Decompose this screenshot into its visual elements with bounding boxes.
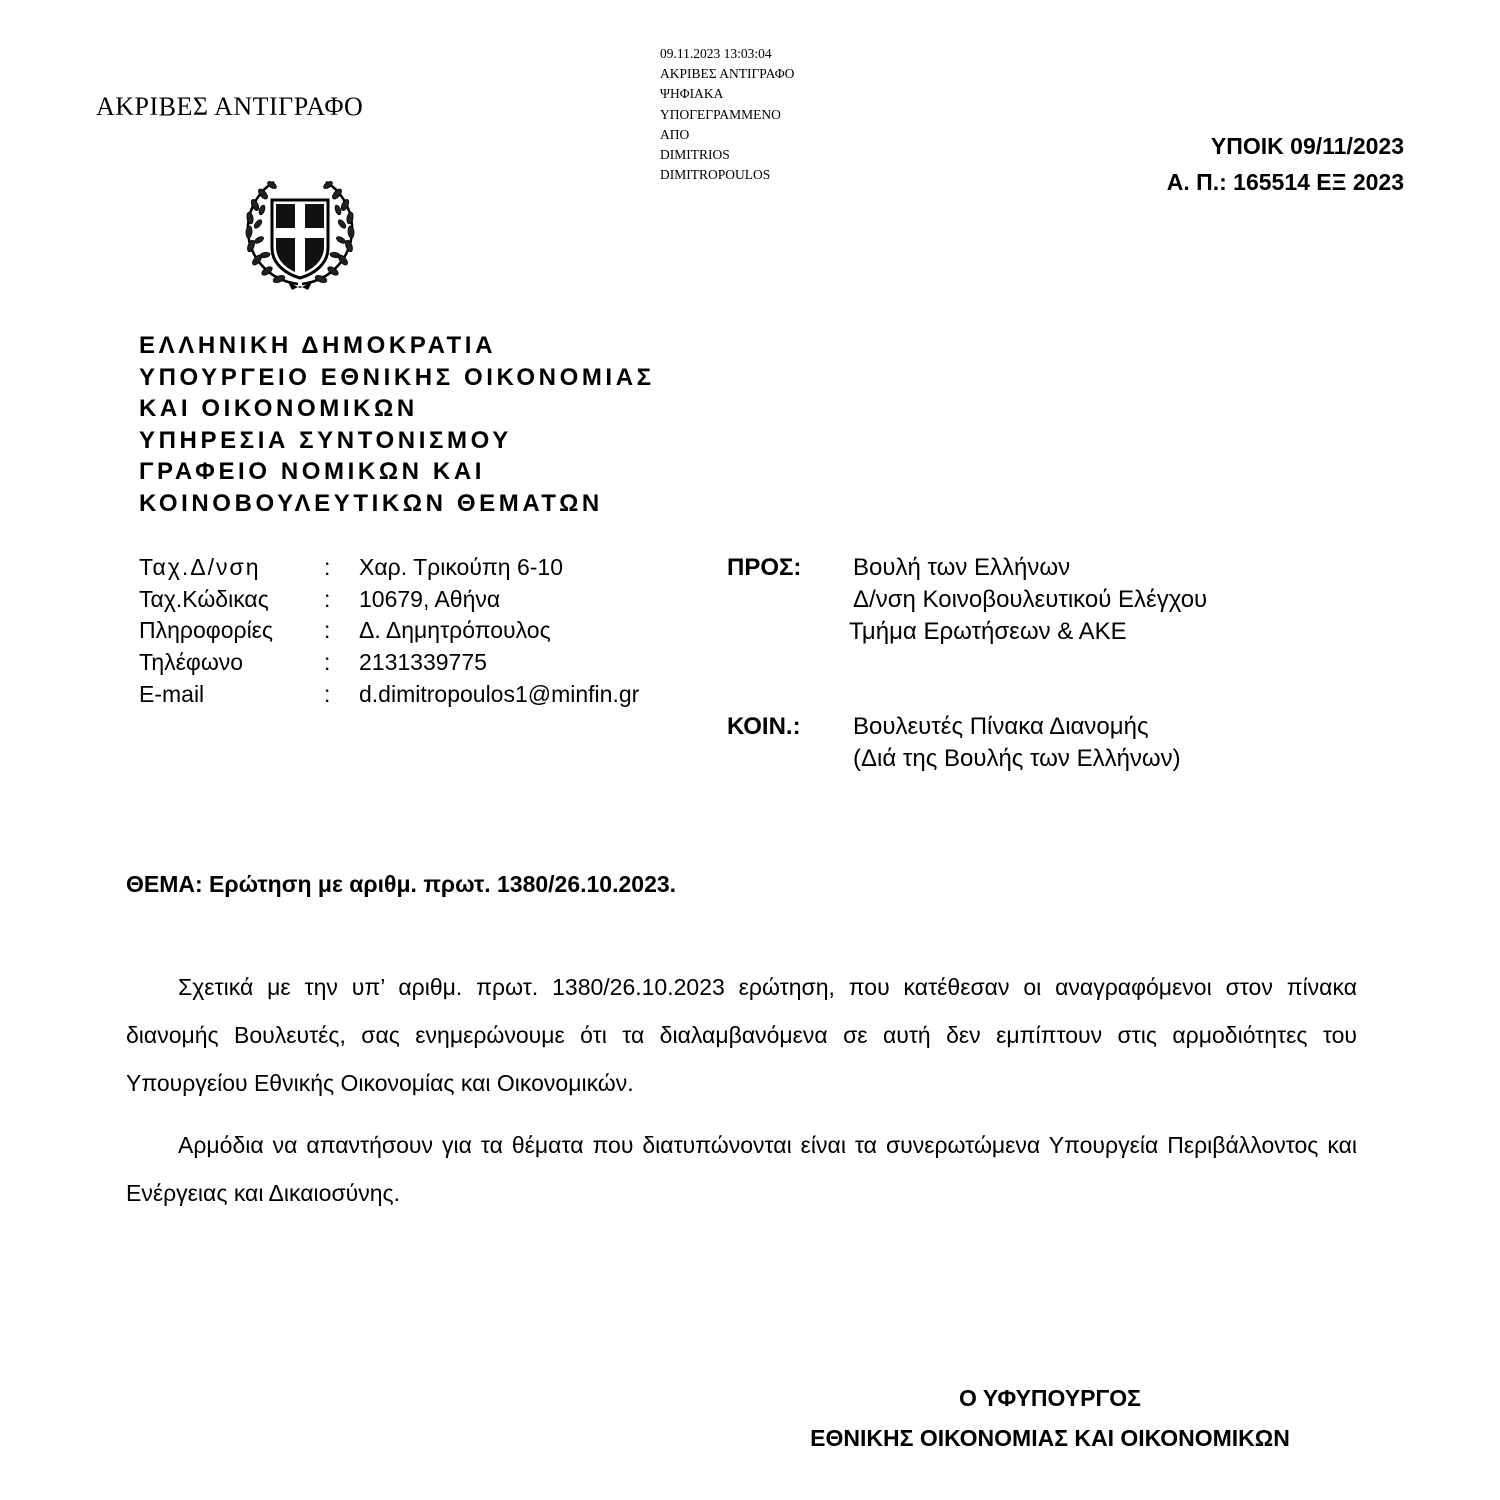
stamp-line: ΨΗΦΙΑΚΑ [660,86,724,102]
ministry-line: ΥΠΗΡΕΣΙΑ ΣΥΝΤΟΝΙΣΜΟΥ [139,426,512,454]
copy-label: ΑΚΡΙΒΕΣ ΑΝΤΙΓΡΑΦΟ [96,92,364,121]
ministry-heading [139,330,655,519]
stamp-signer-last-name: DIMITROPOULOS [660,167,771,183]
contact-value: Χαρ. Τρικούπη 6-10 [359,554,564,580]
ministry-line: ΥΠΟΥΡΓΕΙΟ ΕΘΝΙΚΗΣ ΟΙΚΟΝΟΜΙΑΣ [139,363,655,391]
cc-block [727,711,1181,775]
contact-label: Τηλέφωνο [139,649,244,676]
subject-line: ΘΕΜΑ: Ερώτηση με αριθμ. πρωτ. 1380/26.10.2023. [126,871,677,897]
ministry-line: ΓΡΑΦΕΙΟ ΝΟΜΙΚΩΝ ΚΑΙ [139,458,486,485]
contact-separator: : [324,680,331,707]
ministry-line: ΚΟΙΝΟΒΟΥΛΕΥΤΙΚΩΝ ΘΕΜΑΤΩΝ [139,489,603,517]
stamp-signer-first-name: DIMITRIOS [660,147,730,163]
contact-value: 2131339775 [359,649,487,676]
to-block [727,552,1208,648]
contact-value: 10679, Αθήνα [359,585,501,612]
letter-body [126,963,1357,1231]
document-references [1167,128,1404,200]
contact-separator: : [324,585,331,612]
body-paragraph: Αρμόδια να απαντήσουν για τα θέματα που διατυπώνονται είναι τα συνερωτώμενα Υπουργεία Περιβάλλοντος και Ενέργειας και Δικαιοσύνης. [126,1132,1357,1206]
stamp-line: ΥΠΟΓΕΓΡΑΜΜΕΝΟ [660,106,781,122]
to-line: Βουλή των Ελλήνων [853,554,1071,581]
contact-separator: : [324,649,331,676]
ministry-line: ΕΛΛΗΝΙΚΗ ΔΗΜΟΚΡΑΤΙΑ [139,332,496,359]
reference-date: ΥΠΟΙΚ 09/11/2023 [1210,133,1404,159]
to-line: Δ/νση Κοινοβουλευτικού Ελέγχου [853,586,1208,613]
recipients [727,552,1208,775]
contact-separator: : [324,554,331,580]
ministry-line: ΚΑΙ ΟΙΚΟΝΟΜΙΚΩΝ [139,395,418,422]
greek-coat-of-arms-icon [238,176,362,292]
contact-label: Πληροφορίες [139,617,274,644]
contact-value: Δ. Δημητρόπουλος [359,617,551,644]
stamp-line: ΑΠΟ [660,126,690,142]
cc-line: (Διά της Βουλής των Ελλήνων) [853,745,1181,772]
cc-label: ΚΟΙΝ.: [727,713,801,740]
signatory-department: ΕΘΝΙΚΗΣ ΟΙΚΟΝΟΜΙΑΣ ΚΑΙ ΟΙΚΟΝΟΜΙΚΩΝ [810,1425,1290,1451]
stamp-timestamp: 09.11.2023 13:03:04 [660,46,772,61]
signature-block [740,1378,1360,1458]
contact-label: Ταχ.Κώδικας [139,585,269,612]
cc-line: Βουλευτές Πίνακα Διανομής [853,713,1149,740]
contact-separator: : [324,617,331,644]
contact-label: E-mail [139,680,205,707]
stamp-line: ΑΚΡΙΒΕΣ ΑΝΤΙΓΡΑΦΟ [660,66,795,82]
contact-label: Ταχ.Δ/νση [139,554,261,580]
signatory-title: Ο ΥΦΥΠΟΥΡΓΟΣ [959,1385,1141,1411]
protocol-number: Α. Π.: 165514 ΕΞ 2023 [1166,169,1404,195]
to-line: Τμήμα Ερωτήσεων & ΑΚΕ [849,618,1127,645]
to-label: ΠΡΟΣ: [727,554,802,581]
body-paragraph: Σχετικά με την υπ’ αριθμ. πρωτ. 1380/26.10.2023 ερώτηση, που κατέθεσαν οι αναγραφόμενοι στον πίνακα διανομής Βουλευτές, σας ενημερώνουμε ότι τα διαλαμβανόμενα σε αυτή δεν εμπίπτουν στις αρμοδιότητες του Υπουργείου Εθνικής Οικονομίας και Οικονομικών. [126,974,1357,1096]
contact-email: d.dimitropoulos1@minfin.gr [359,680,640,707]
digital-signature-stamp [660,44,794,185]
